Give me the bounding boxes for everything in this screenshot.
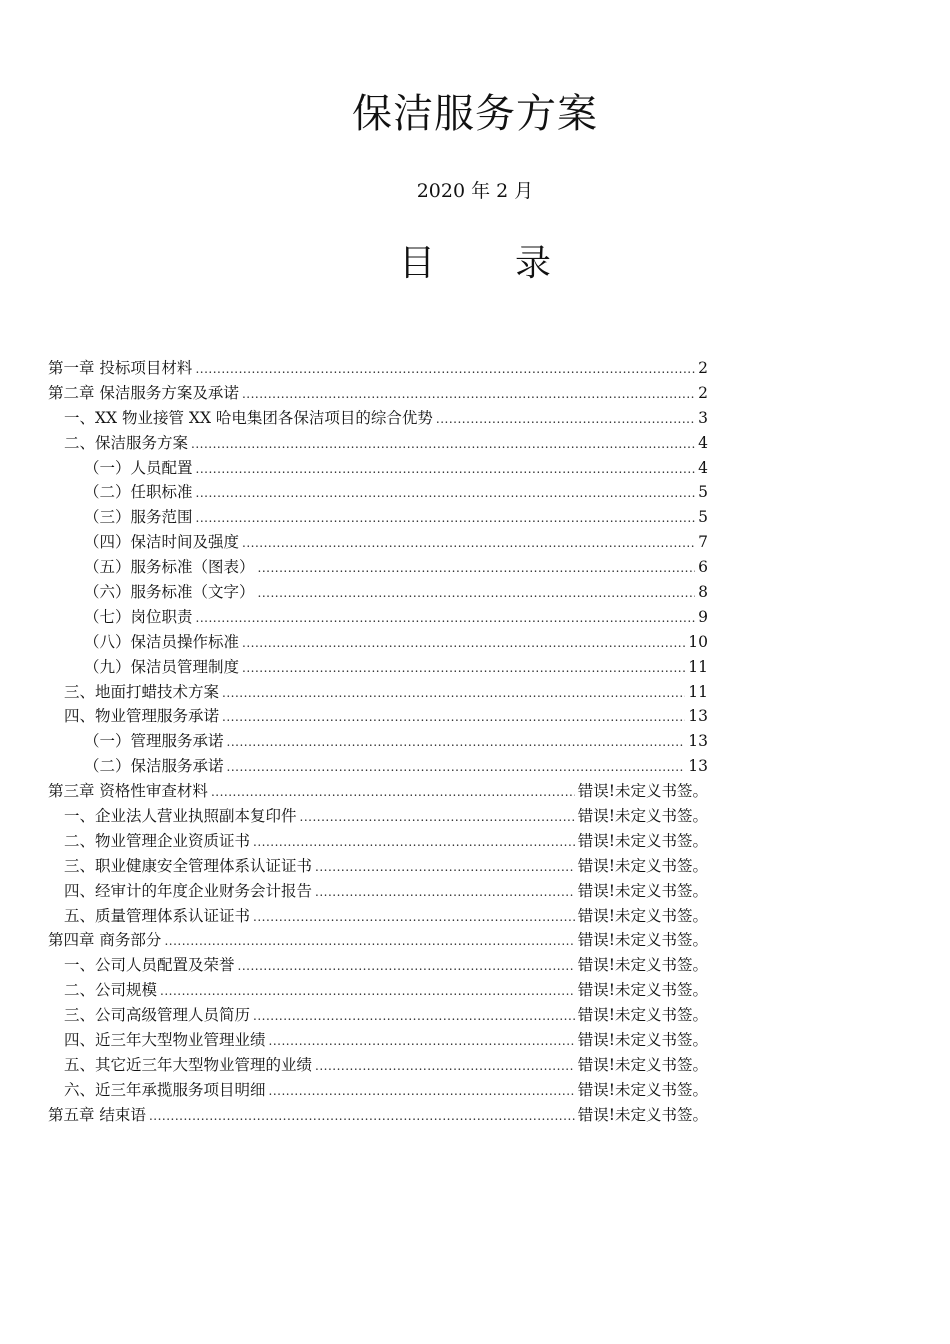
toc-entry-page: 错误!未定义书签。: [577, 1080, 708, 1099]
toc-entry[interactable]: [48, 779, 708, 804]
toc-leader-dots: [315, 1054, 575, 1079]
toc-entry-page: 6: [698, 558, 708, 577]
toc-entry-page: 7: [698, 533, 708, 552]
toc-leader-dots: [222, 681, 685, 706]
toc-leader-dots: [315, 880, 575, 905]
toc-heading-left: 目: [398, 243, 435, 284]
toc-entry-page: 错误!未定义书签。: [577, 807, 708, 826]
toc-entry-page: 错误!未定义书签。: [577, 881, 708, 900]
toc-leader-dots: [227, 730, 686, 755]
toc-entry-page: 错误!未定义书签。: [577, 906, 708, 925]
toc-entry-label: 三、地面打蜡技术方案: [64, 682, 220, 701]
toc-entry-label: 一、企业法人营业执照副本复印件: [64, 807, 297, 826]
toc-entry-label: （二）任职标准: [84, 483, 193, 502]
toc-entry[interactable]: [48, 904, 708, 929]
toc-entry[interactable]: [48, 754, 708, 779]
toc-entry-page: 2: [698, 359, 708, 377]
toc-entry[interactable]: [48, 1053, 708, 1078]
toc-entry-page: 4: [698, 458, 708, 477]
toc-leader-dots: [242, 531, 695, 556]
toc-leader-dots: [164, 929, 574, 954]
toc-leader-dots: [191, 432, 695, 457]
toc-entry[interactable]: [48, 505, 708, 530]
toc-entry[interactable]: [48, 1103, 708, 1128]
toc-leader-dots: [258, 581, 696, 606]
toc-entry[interactable]: [48, 804, 708, 829]
toc-leader-dots: [195, 357, 695, 382]
toc-entry[interactable]: [48, 356, 708, 381]
toc-entry-page: 11: [688, 682, 708, 701]
toc-entry-label: （四）保洁时间及强度: [84, 533, 240, 552]
toc-entry[interactable]: [48, 978, 708, 1003]
toc-entry[interactable]: [48, 953, 708, 978]
toc-entry[interactable]: [48, 580, 708, 605]
toc-entry-label: 第五章 结束语: [48, 1105, 146, 1124]
toc-leader-dots: [258, 556, 696, 581]
toc-entry[interactable]: [48, 605, 708, 630]
toc-entry[interactable]: [48, 704, 708, 729]
toc-leader-dots: [227, 755, 686, 780]
toc-heading: [0, 240, 950, 288]
toc-entry-page: 5: [698, 508, 708, 527]
toc-entry[interactable]: [48, 480, 708, 505]
toc-entry-label: （二）保洁服务承诺: [84, 757, 224, 776]
toc-entry-label: 五、质量管理体系认证证书: [64, 906, 251, 925]
toc-entry-label: 第三章 资格性审查材料: [48, 782, 208, 801]
toc-entry-label: 三、公司高级管理人员简历: [64, 1006, 251, 1025]
toc-leader-dots: [242, 656, 685, 681]
toc-leader-dots: [211, 780, 575, 805]
table-of-contents: [48, 356, 708, 1128]
toc-entry[interactable]: [48, 655, 708, 680]
toc-entry-page: 4: [698, 433, 708, 452]
toc-entry-label: 二、物业管理企业资质证书: [64, 831, 251, 850]
toc-entry-label: （六）服务标准（文字）: [84, 583, 255, 602]
toc-entry-label: 三、职业健康安全管理体系认证证书: [64, 856, 313, 875]
toc-entry-label: 四、近三年大型物业管理业绩: [64, 1031, 266, 1050]
document-title: 保洁服务方案: [352, 91, 598, 137]
toc-entry-page: 错误!未定义书签。: [577, 956, 708, 975]
toc-entry-label: 第二章 保洁服务方案及承诺: [48, 383, 239, 402]
toc-leader-dots: [196, 457, 696, 482]
toc-leader-dots: [222, 705, 685, 730]
toc-entry-page: 10: [688, 632, 708, 651]
toc-entry-page: 错误!未定义书签。: [577, 931, 708, 950]
toc-entry[interactable]: [48, 680, 708, 705]
toc-leader-dots: [242, 382, 695, 407]
toc-leader-dots: [300, 805, 575, 830]
toc-entry[interactable]: [48, 879, 708, 904]
toc-entry-label: 四、经审计的年度企业财务会计报告: [64, 881, 313, 900]
toc-leader-dots: [315, 855, 575, 880]
toc-entry-page: 5: [698, 483, 708, 502]
toc-entry-label: 五、其它近三年大型物业管理的业绩: [64, 1055, 313, 1074]
toc-entry[interactable]: [48, 555, 708, 580]
toc-entry-label: （七）岗位职责: [84, 607, 193, 626]
toc-leader-dots: [160, 979, 575, 1004]
toc-entry[interactable]: [48, 381, 708, 406]
toc-heading-right: 录: [515, 243, 552, 284]
toc-entry-page: 13: [688, 707, 708, 726]
toc-entry-label: （八）保洁员操作标准: [84, 632, 240, 651]
toc-entry-label: （一）管理服务承诺: [84, 732, 224, 751]
toc-entry-label: 一、XX 物业接管 XX 哈电集团各保洁项目的综合优势: [64, 408, 433, 427]
toc-entry[interactable]: [48, 630, 708, 655]
toc-entry-page: 错误!未定义书签。: [577, 856, 708, 875]
toc-entry-page: 13: [688, 757, 708, 776]
toc-entry[interactable]: [48, 854, 708, 879]
toc-leader-dots: [269, 1029, 575, 1054]
toc-entry-label: （三）服务范围: [84, 508, 193, 527]
toc-entry-page: 错误!未定义书签。: [577, 981, 708, 1000]
toc-entry-label: 二、保洁服务方案: [64, 433, 189, 452]
toc-entry-page: 11: [688, 657, 708, 676]
toc-leader-dots: [196, 606, 696, 631]
toc-entry-label: 二、公司规模: [64, 981, 158, 1000]
toc-entry-label: 四、物业管理服务承诺: [64, 707, 220, 726]
toc-entry[interactable]: [48, 1078, 708, 1103]
toc-leader-dots: [253, 1004, 575, 1029]
toc-leader-dots: [196, 481, 696, 506]
toc-entry[interactable]: [48, 1028, 708, 1053]
toc-entry[interactable]: [48, 928, 708, 953]
toc-leader-dots: [196, 506, 696, 531]
toc-entry[interactable]: [48, 431, 708, 456]
toc-entry-label: 一、公司人员配置及荣誉: [64, 956, 235, 975]
toc-leader-dots: [238, 954, 575, 979]
toc-entry-page: 错误!未定义书签。: [577, 1006, 708, 1025]
toc-entry[interactable]: [48, 729, 708, 754]
toc-entry-page: 错误!未定义书签。: [577, 1105, 708, 1124]
toc-entry-label: 六、近三年承揽服务项目明细: [64, 1080, 266, 1099]
toc-entry-page: 错误!未定义书签。: [577, 782, 708, 801]
toc-entry-page: 2: [698, 383, 708, 402]
toc-leader-dots: [269, 1079, 575, 1104]
toc-entry-page: 错误!未定义书签。: [577, 1055, 708, 1074]
toc-entry[interactable]: [48, 456, 708, 481]
toc-entry[interactable]: [48, 1003, 708, 1028]
toc-entry-page: 13: [688, 732, 708, 751]
toc-entry[interactable]: [48, 406, 708, 431]
toc-entry-page: 8: [698, 583, 708, 602]
toc-entry-label: （五）服务标准（图表）: [84, 558, 255, 577]
toc-entry-page: 错误!未定义书签。: [577, 831, 708, 850]
toc-entry-label: 第四章 商务部分: [48, 931, 162, 950]
toc-leader-dots: [242, 631, 685, 656]
toc-entry-page: 错误!未定义书签。: [577, 1031, 708, 1050]
toc-entry-page: 3: [698, 408, 708, 427]
toc-leader-dots: [253, 830, 575, 855]
toc-entry-label: 第一章 投标项目材料: [48, 359, 193, 377]
toc-leader-dots: [436, 407, 695, 432]
toc-leader-dots: [253, 905, 575, 930]
toc-entry-label: （九）保洁员管理制度: [84, 657, 240, 676]
toc-entry[interactable]: [48, 829, 708, 854]
toc-entry-page: 9: [698, 607, 708, 626]
document-date: 2020 年 2 月: [416, 180, 534, 202]
toc-entry[interactable]: [48, 530, 708, 555]
toc-leader-dots: [149, 1104, 575, 1129]
toc-entry-label: （一）人员配置: [84, 458, 193, 477]
